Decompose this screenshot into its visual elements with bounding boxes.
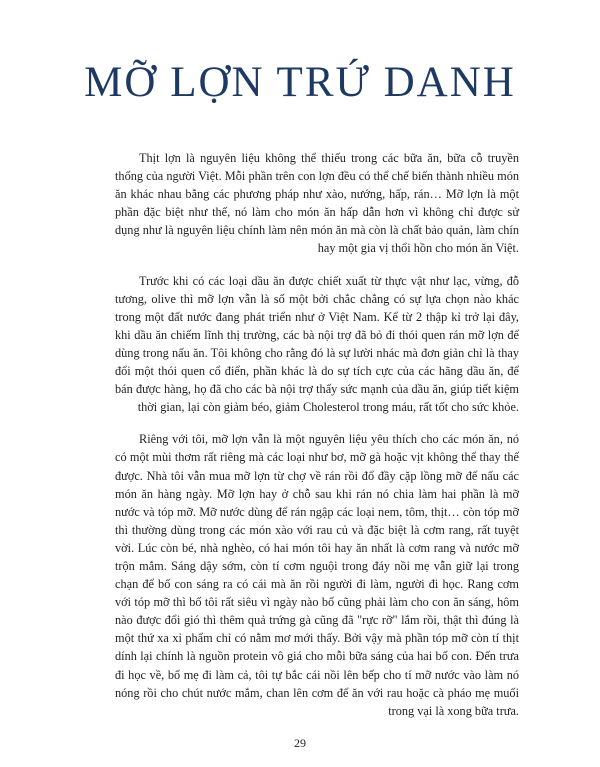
paragraph-2: Trước khi có các loại dầu ăn được chiết xuất từ thực vật như lạc, vừng, đỗ tương, olive thì mỡ lợn vẫn là số một bởi chắc chẳng có sự lựa chọn nào khác trong một đất nước đang phát triển như ở Việt Nam. Kể từ 2 thập kỉ trở lại đây, khi dầu ăn chiếm lĩnh thị trường, các bà nội trợ đã bỏ đi thói quen rán mỡ lợn để dùng trong nấu ăn. Tôi không cho rằng đó là sự lười nhác mà đơn giản chỉ là thay đổi một thói quen cổ điển, phần khác là do sự tích cực của các hãng dầu ăn, để bán được hàng, họ đã cho các bà nội trợ thấy sức mạnh của dầu ăn, giúp tiết kiệm thời gian, lại còn giảm béo, giảm Cholesterol trong máu, rất tốt cho sức khỏe. [115, 273, 519, 415]
paragraph-1: Thịt lợn là nguyên liệu không thể thiếu trong các bữa ăn, bữa cỗ truyền thống của người Việt. Mỗi phần trên con lợn đều có thể chế biến thành nhiều món ăn khác nhau bằng các phương pháp như xào, nướng, hấp, rán… Mỡ lợn là một phần đặc biệt như thế, nó làm cho món ăn hấp dẫn hơn vì không chỉ được sử dụng như là nguyên liệu chính làm nên món ăn mà còn là chất bảo quản, làm chín hay một gia vị thổi hồn cho món ăn Việt. [115, 151, 519, 256]
paragraph-3: Riêng với tôi, mỡ lợn vẫn là một nguyên liệu yêu thích cho các món ăn, nó có một mùi thơm rất riêng mà các loại như bơ, mỡ gà hoặc vịt không thể thay thế được. Nhà tôi vẫn mua mỡ lợn từ chợ về rán rồi đổ đầy cặp lồng mỡ để nấu các món ăn hàng ngày. Mỡ lợn hay ở chỗ sau khi rán nó chia làm hai phần là mỡ nước và tóp mỡ. Mỡ nước dùng để rán ngập các loại nem, tôm, thịt… còn tóp mỡ thì thường dùng trong các món xào với rau củ và đặc biệt là cơm rang, rất tuyệt vời. Lúc còn bé, nhà nghèo, có hai món tôi hay ăn nhất là cơm rang và nước mỡ trộn mắm. Sáng dậy sớm, còn tí cơm nguội trong đáy nồi mẹ vẫn giữ lại trong chạn để bố con sáng ra có cái mà ăn rồi người đi làm, người đi học. Rang cơm với tóp mỡ thì bố tôi rất siêu vì ngày nào bố cũng phải làm cho con ăn sáng, hôm nào được đổi gió thì thêm quả trứng gà cũng đã "rực rỡ" lắm rồi, thật thì đúng là một thứ xa xỉ phẩm chỉ có nằm mơ mới thấy. Bởi vậy mà phần tóp mỡ còn tí thịt dính lại chính là nguồn protein vô giá cho mỗi bữa sáng của hai bố con. Đến trưa đi học về, bố mẹ đi làm cả, tôi tự bắc cái nồi lên bếp cho tí mỡ nước vào làm nó nóng rồi cho chút nước mắm, chan lên cơm để ăn với rau hoặc cà pháo mẹ muối trong vại là xong bữa trưa. [115, 432, 519, 718]
page-number: 29 [294, 736, 306, 750]
chapter-title: MỠ LỢN TRỨ DANH [84, 59, 516, 106]
body-text [115, 149, 519, 720]
